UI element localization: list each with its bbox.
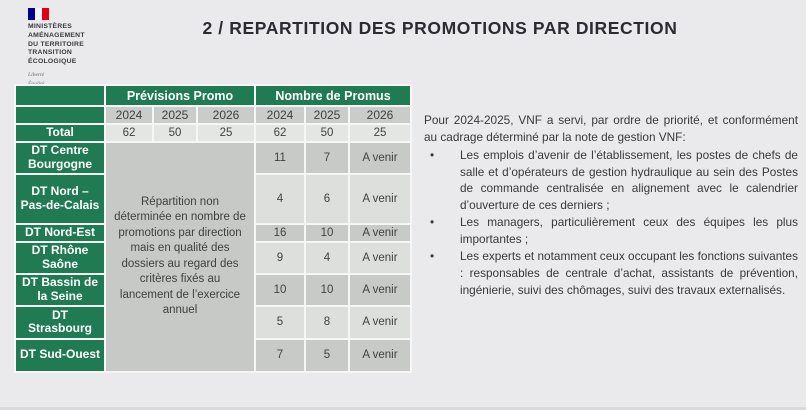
table-row bbox=[16, 143, 410, 173]
cell-value: 10 bbox=[306, 225, 348, 241]
bullet-icon: • bbox=[430, 215, 435, 230]
year-header: 2025 bbox=[154, 107, 196, 123]
cell-value: 9 bbox=[256, 243, 304, 273]
table-total-row bbox=[16, 125, 410, 141]
year-header: 2024 bbox=[256, 107, 304, 123]
row-label: DT Bassin de la Seine bbox=[16, 275, 104, 305]
cell-value: A venir bbox=[350, 243, 410, 273]
cell-value: 16 bbox=[256, 225, 304, 241]
cell-value: 4 bbox=[256, 175, 304, 223]
group-header-previsions: Prévisions Promo bbox=[106, 86, 254, 105]
year-header: 2024 bbox=[106, 107, 152, 123]
cell-value: 4 bbox=[306, 243, 348, 273]
cell-value: A venir bbox=[350, 275, 410, 305]
ministry-line: ÉCOLOGIQUE bbox=[28, 58, 77, 66]
corner-cell bbox=[16, 86, 104, 105]
year-header: 2026 bbox=[198, 107, 254, 123]
bullet-item bbox=[424, 248, 798, 299]
bullet-text: Les experts et notamment ceux occupant les fonctions suivantes : responsables de centrale d’achat, assistants de prévention, ingénierie, suivi des chômages, suivi des travaux externalisés. bbox=[460, 248, 798, 297]
motto-line: Liberté bbox=[28, 72, 45, 79]
ministry-line: DU TERRITOIRE bbox=[28, 40, 84, 48]
row-label: DT Strasbourg bbox=[16, 307, 104, 338]
row-label: DT Centre Bourgogne bbox=[16, 143, 104, 173]
bullet-item bbox=[424, 147, 798, 214]
total-value: 25 bbox=[198, 125, 254, 141]
page-title: 2 / REPARTITION DES PROMOTIONS PAR DIRECTION bbox=[202, 18, 678, 38]
cell-value: A venir bbox=[350, 143, 410, 173]
row-label: DT Sud-Ouest bbox=[16, 340, 104, 371]
group-header-promus: Nombre de Promus bbox=[256, 86, 410, 105]
cell-value: 10 bbox=[256, 275, 304, 305]
table-group-header-row bbox=[16, 86, 410, 105]
cell-value: 11 bbox=[256, 143, 304, 173]
corner-cell bbox=[16, 107, 104, 123]
cell-value: 7 bbox=[256, 340, 304, 371]
cell-value: A venir bbox=[350, 225, 410, 241]
ministry-line: AMÉNAGEMENT bbox=[28, 31, 85, 39]
ministry-name bbox=[28, 23, 148, 67]
cell-value: 8 bbox=[306, 307, 348, 338]
bullet-text: Les managers, particulièrement ceux des équipes les plus importantes ; bbox=[460, 215, 798, 247]
cell-value: 6 bbox=[306, 175, 348, 223]
promotions-table bbox=[14, 84, 412, 373]
cell-value: A venir bbox=[350, 340, 410, 371]
row-label: DT Rhône Saône bbox=[16, 243, 104, 273]
cell-value: A venir bbox=[350, 175, 410, 223]
row-label-total: Total bbox=[16, 125, 104, 141]
row-label: DT Nord-Est bbox=[16, 225, 104, 241]
cell-value: 5 bbox=[306, 340, 348, 371]
table-year-header-row bbox=[16, 107, 410, 123]
cell-value: 5 bbox=[256, 307, 304, 338]
bullet-text: Les emplois d’avenir de l’établissement, les postes de chefs de salle et d’opérateurs de gestion hydraulique au sein des Postes de commande centralisée en alignement avec le calendrier d’ouverture de ces derniers ; bbox=[460, 147, 798, 213]
year-header: 2025 bbox=[306, 107, 348, 123]
cell-value: 7 bbox=[306, 143, 348, 173]
cell-value: A venir bbox=[350, 307, 410, 338]
bullet-icon: • bbox=[430, 147, 435, 162]
cell-value: 10 bbox=[306, 275, 348, 305]
total-value: 50 bbox=[306, 125, 348, 141]
bullet-item bbox=[424, 214, 798, 248]
merged-note-cell: Répartition non déterminée en nombre de promotions par direction mais en qualité des dossiers au regard des critères fixés au lancement de l’exercice annuel bbox=[106, 143, 254, 371]
total-value: 62 bbox=[256, 125, 304, 141]
ministry-line: TRANSITION bbox=[28, 49, 73, 57]
ministry-line: MINISTÈRES bbox=[28, 23, 73, 30]
row-label: DT Nord – Pas-de-Calais bbox=[16, 175, 104, 223]
bullet-icon: • bbox=[430, 248, 435, 263]
intro-paragraph: Pour 2024-2025, VNF a servi, par ordre de priorité, et conformément au cadrage déterminé par la note de gestion VNF: bbox=[424, 113, 798, 144]
total-value: 62 bbox=[106, 125, 152, 141]
year-header: 2026 bbox=[350, 107, 410, 123]
total-value: 25 bbox=[350, 125, 410, 141]
body-text-block bbox=[424, 112, 798, 298]
french-flag-icon bbox=[28, 8, 49, 20]
total-value: 50 bbox=[154, 125, 196, 141]
